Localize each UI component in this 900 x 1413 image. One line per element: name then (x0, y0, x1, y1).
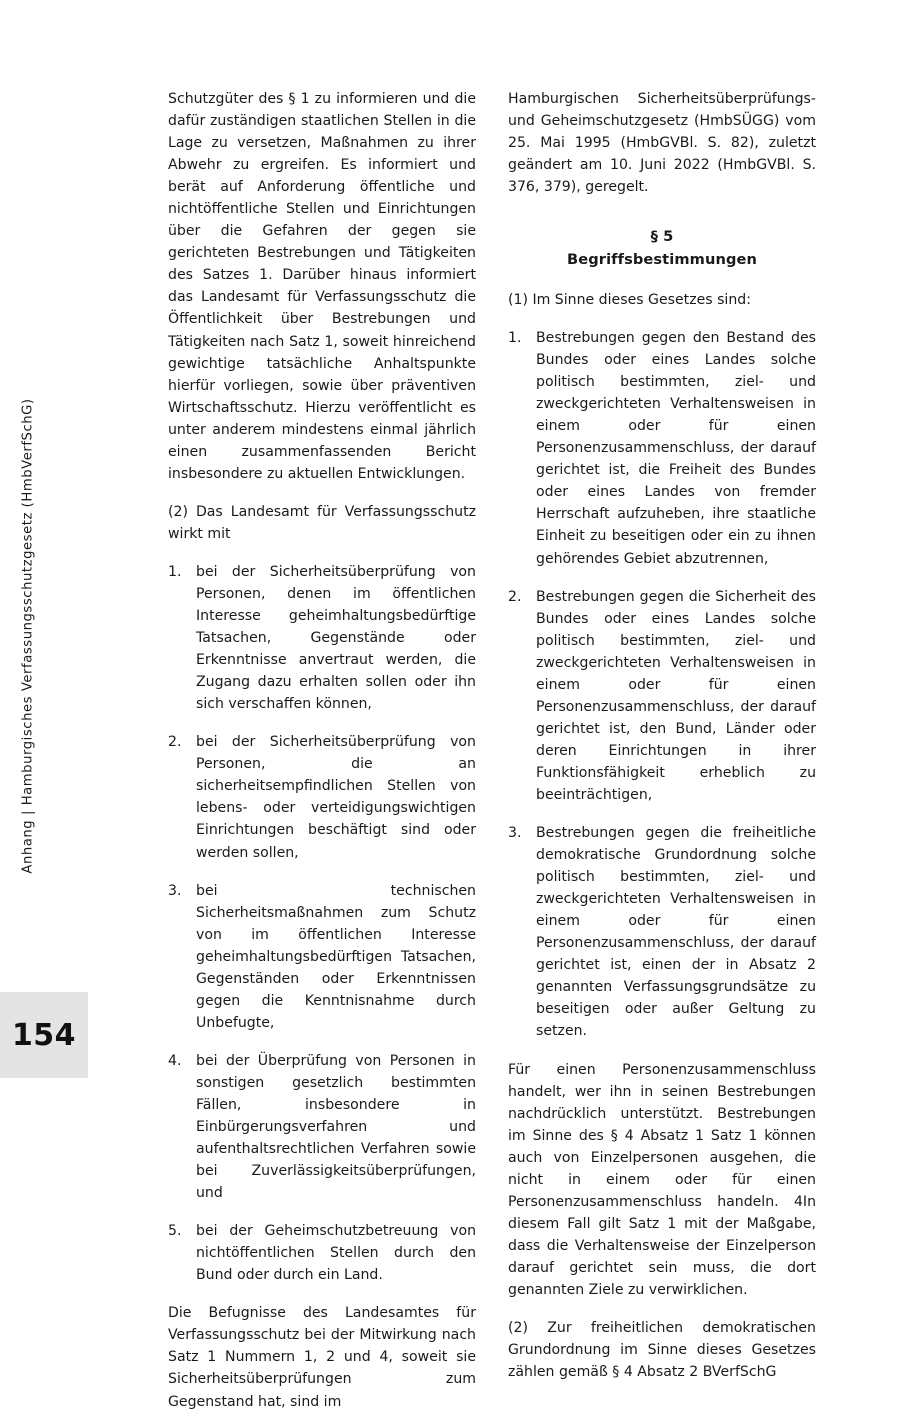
paragraph-continuation: Die Befugnisse des Landesamtes für Verfassungsschutz bei der Mitwirkung nach Satz 1 Nummern 1, 2 und 4, soweit sie Sicherheitsüberprüfungen zum Gegenstand hat, sind im (168, 1305, 476, 1410)
list-item (168, 731, 476, 863)
list-item (168, 880, 476, 1034)
list-item-marker: 3. (168, 882, 182, 899)
list-item (168, 561, 476, 715)
section-heading-title: Begriffsbestimmungen (567, 251, 757, 269)
list-item-text: Bestrebungen gegen die Sicherheit des Bundes oder eines Landes solche politisch bestimmten, ziel- und zweckgerichteten Verhaltensweisen in einem oder für einen Personenzusammenschluss, der darauf gerichtet ist, den Bund, Länder oder deren Einrichtungen in ihrer Funktionsfähigkeit erheblich zu beeinträchtigen, (536, 588, 816, 803)
list-item-marker: 1. (168, 563, 182, 580)
body-columns (168, 88, 816, 1410)
section-heading (508, 226, 816, 271)
list-item-marker: 3. (508, 825, 522, 842)
list-item-text: bei der Sicherheitsüberprüfung von Personen, die an sicherheitsempfindlichen Stellen von lebens- oder verteidigungswichtigen Einrichtungen beschäftigt sind oder werden sollen, (196, 734, 476, 861)
column-right (508, 88, 816, 1383)
list-item (508, 822, 816, 1042)
list-item-text: bei technischen Sicherheitsmaßnahmen zum Schutz von im öffentlichen Interesse geheimhaltungsbedürftigen Tatsachen, Gegenständen oder Erkenntnissen gegen die Kenntnisnahme durch Unbefugte, (196, 882, 476, 1031)
list-item-marker: 1. (508, 330, 522, 347)
paragraph-absatz-1: (1) Im Sinne dieses Gesetzes sind: (508, 292, 751, 309)
running-header (0, 0, 56, 1272)
paragraph: Hamburgischen Sicherheitsüberprüfungs- und Geheimschutzgesetz (HmbSÜGG) vom 25. Mai 1995 (HmbGVBl. S. 82), zuletzt geändert am 10. Juni 2022 (HmbGVBl. S. 376, 379), geregelt. (508, 91, 816, 196)
list-item (508, 586, 816, 806)
list-item-marker: 5. (168, 1223, 182, 1240)
page-number-tab (0, 992, 88, 1078)
page-number: 154 (11, 1017, 77, 1053)
paragraph: Schutzgüter des § 1 zu informieren und die dafür zuständigen staatlichen Stellen in die Lage zu versetzen, Maßnahmen zu ihrer Abwehr zu ergreifen. Es informiert und berät auf Anforderung öffentliche und nichtöffentliche Stellen und Einrichtungen über die Gefahren der gegen sie gerichteten Bestrebungen und Tätigkeiten des Satzes 1. Darüber hinaus informiert das Landesamt für Verfassungsschutz die Öffentlichkeit über Bestrebungen und Tätigkeiten nach Satz 1, soweit hinreichend gewichtige tatsächliche Anhaltspunkte hierfür vorliegen, sowie über präventiven Wirtschaftsschutz. Hierzu veröffentlicht es unter anderem mindestens einmal jährlich einen zusammenfassenden Bericht insbesondere zu aktuellen Entwicklungen. (168, 91, 476, 482)
paragraph-absatz-2: (2) Zur freiheitlichen demokratischen Grundordnung im Sinne dieses Gesetzes zählen gemäß § 4 Absatz 2 BVerfSchG (508, 1320, 816, 1381)
list-item-marker: 2. (168, 734, 182, 751)
list-item-marker: 2. (508, 588, 522, 605)
paragraph: Für einen Personenzusammenschluss handelt, wer ihn in seinen Bestrebungen nachdrücklich unterstützt. Bestrebungen im Sinne des § 4 Absatz 1 Satz 1 können auch von Einzelpersonen ausgehen, die nicht in einem oder für einen Personenzusammenschluss handeln. 4In diesem Fall gilt Satz 1 mit der Maßgabe, dass die Verhaltensweise der Einzelperson darauf gerichtet sein muss, die dort genannten Ziele zu verwirklichen. (508, 1061, 816, 1298)
list-item-marker: 4. (168, 1052, 182, 1069)
list-item (168, 1220, 476, 1286)
list-item (168, 1050, 476, 1204)
column-left (168, 88, 476, 1413)
list-item (508, 327, 816, 570)
list-item-text: bei der Sicherheitsüberprüfung von Personen, denen im öffentlichen Interesse geheimhaltungsbedürftige Tatsachen, Gegenstände oder Erkenntnisse anvertraut werden, die Zugang dazu erhalten sollen oder ihn sich verschaffen können, (196, 563, 476, 713)
list-item-text: bei der Geheimschutzbetreuung von nichtöffentlichen Stellen durch den Bund oder durch ein Land. (196, 1223, 476, 1284)
section-heading-symbol: § 5 (650, 228, 674, 246)
running-header-text: Anhang | Hamburgisches Verfassungsschutzgesetz (HmbVerfSchG) (20, 398, 36, 874)
list-item-text: Bestrebungen gegen den Bestand des Bundes oder eines Landes solche politisch bestimmten, ziel- und zweckgerichteten Verhaltensweisen in einem oder für einen Personenzusammenschluss, der darauf gerichtet ist, die Freiheit des Bundes oder eines Landes von fremder Herrschaft aufzuheben, ihre staatliche Einheit zu beseitigen oder ein zu ihnen gehörendes Gebiet abzutrennen, (536, 330, 816, 567)
list-item-text: bei der Überprüfung von Personen in sonstigen gesetzlich bestimmten Fällen, insbesondere in Einbürgerungsverfahren und aufenthaltsrechtlichen Verfahren sowie bei Zuverlässigkeitsüberprüfungen, und (196, 1052, 476, 1202)
paragraph-absatz-2: (2) Das Landesamt für Verfassungsschutz wirkt mit (168, 503, 476, 542)
list-item-text: Bestrebungen gegen die freiheitliche demokratische Grundordnung solche politisch bestimmten, ziel- und zweckgerichteten Verhaltensweisen in einem oder für einen Personenzusammenschluss, der darauf gerichtet ist, einen der in Absatz 2 genannten Verfassungsgrundsätze zu beseitigen oder außer Geltung zu setzen. (536, 825, 816, 1040)
